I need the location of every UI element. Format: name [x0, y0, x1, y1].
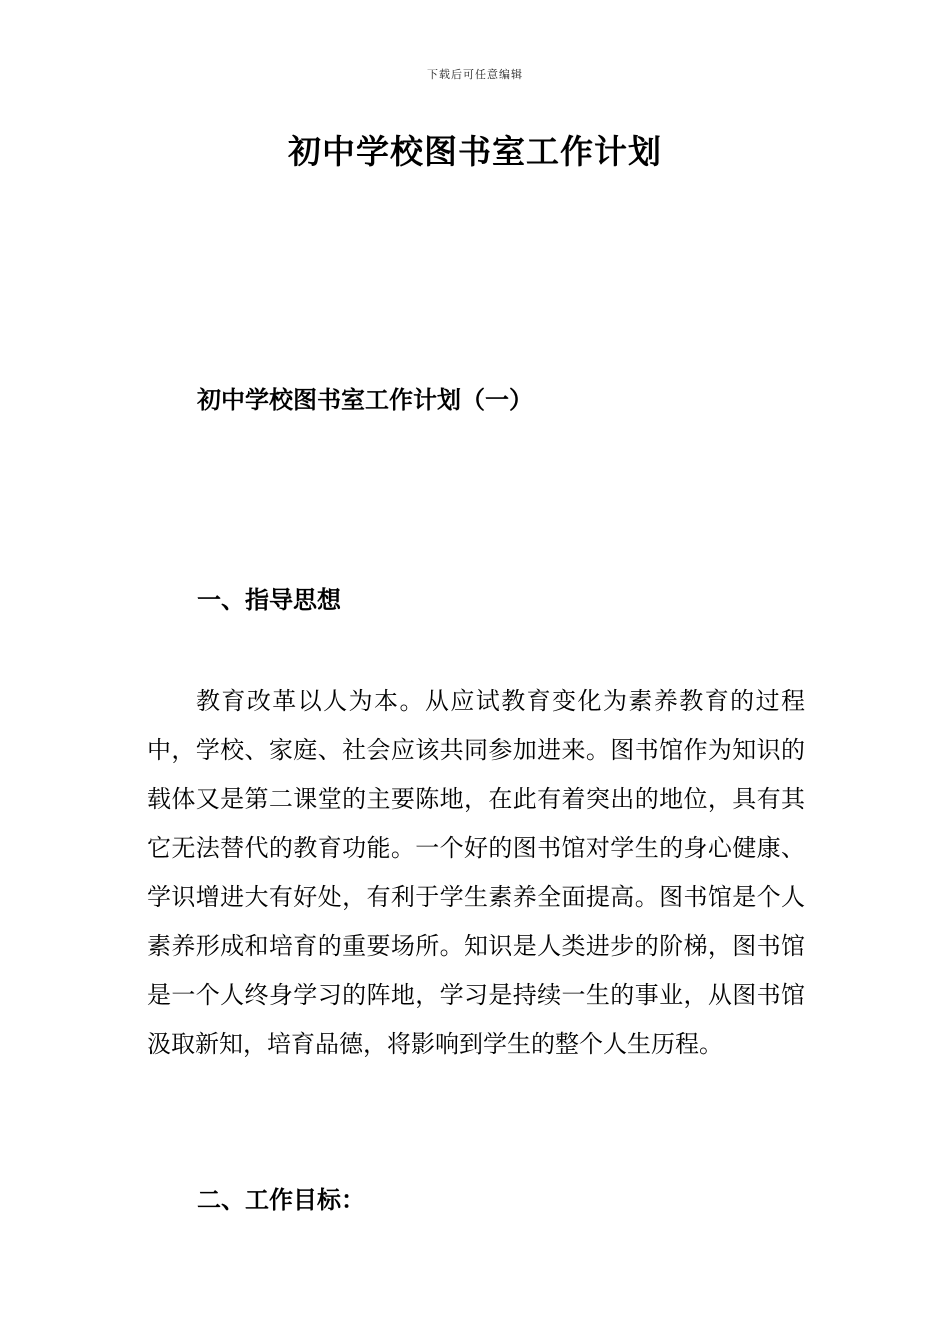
document-title: 初中学校图书室工作计划 [288, 132, 662, 171]
body-paragraph: 教育改革以人为本。从应试教育变化为素养教育的过程中，学校、家庭、社会应该共同参加进来。图书馆作为知识的载体又是第二课堂的主要陈地，在此有着突出的地位，具有其它无法替代的教育功能。一个好的图书馆对学生的身心健康、学识增进大有好处，有利于学生素养全面提高。图书馆是个人素养形成和培育的重要场所。知识是人类进步的阶梯，图书馆是一个人终身学习的阵地，学习是持续一生的事业，从图书馆汲取新知，培育品德，将影响到学生的整个人生历程。 [147, 687, 805, 1058]
header-note: 下载后可任意编辑 [427, 68, 523, 81]
document-subtitle: 初中学校图书室工作计划（一） [197, 385, 533, 414]
section-heading-guiding-ideology: 一、指导思想 [197, 585, 341, 614]
section-heading-work-goals: 二、工作目标： [197, 1185, 365, 1214]
